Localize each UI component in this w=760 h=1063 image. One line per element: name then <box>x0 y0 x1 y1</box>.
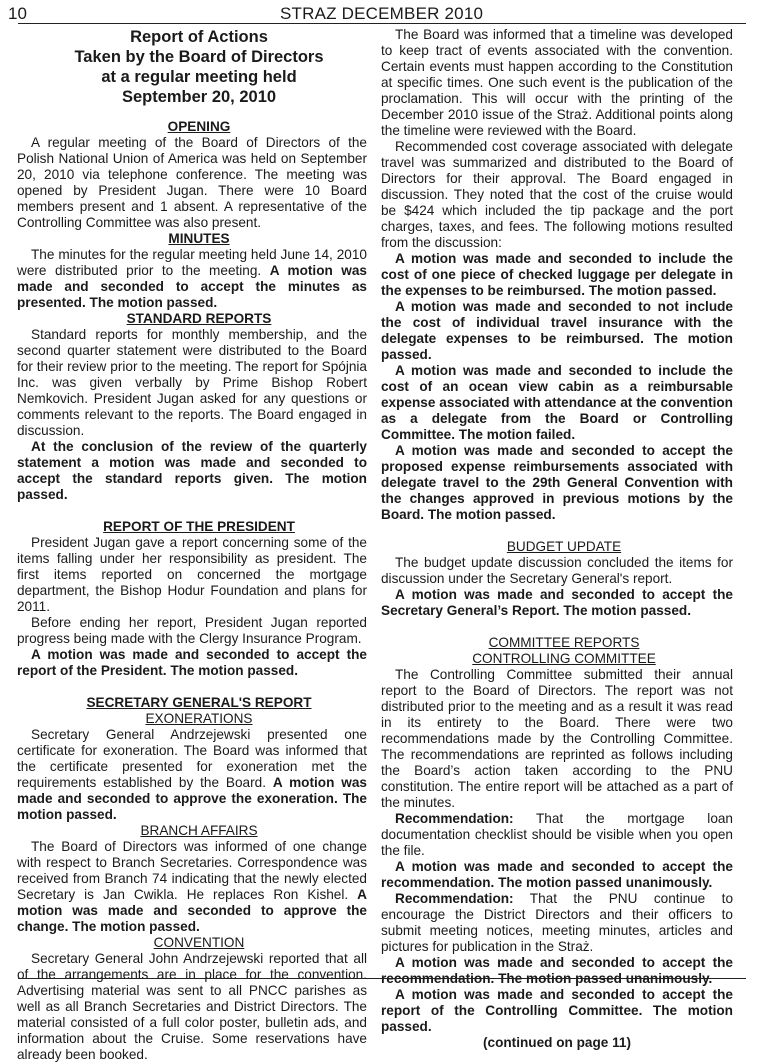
continued-note: (continued on page 11) <box>482 1035 632 1050</box>
minutes-motion: A motion was made and seconded to accept the minutes as presented. The motion passed. <box>17 263 367 310</box>
title-line-2: Taken by the Board of Directors <box>74 48 324 66</box>
recommendation-2 <box>381 891 733 955</box>
bottom-rule <box>18 978 746 979</box>
secretary-general-heading: SECRETARY GENERAL'S REPORT <box>86 695 312 710</box>
left-column <box>17 27 367 1063</box>
standard-reports-paragraph: Standard reports for monthly membership, and the second quarter statement were distributed to the Board for their review prior to the meeting. The report for Spójnia Inc. was given verbally by Prime Bishop Robert Nemkovich. President Jugan asked for any questions or comments relevant to the reports. The Board engaged in discussion. <box>17 327 367 438</box>
branch-affairs-text: The Board of Directors was informed of one change with respect to Branch Secretaries. Correspondence was received from Branch 74 indicating that the newly elected Secretary is Jan Cwikla. He replaces Ron Kishel. <box>17 839 367 902</box>
minutes-heading: MINUTES <box>168 231 230 246</box>
opening-heading: OPENING <box>167 119 231 134</box>
exonerations-paragraph <box>17 727 367 823</box>
expense-motion: A motion was made and seconded to accept the proposed expense reimbursements associated with delegate travel to the 29th General Convention with the changes approved in previous motions by the Board. The motion passed. <box>381 443 733 522</box>
branch-affairs-motion: A motion was made and seconded to approve the change. The motion passed. <box>17 887 367 934</box>
standard-reports-heading: STANDARD REPORTS <box>126 311 272 326</box>
branch-affairs-paragraph <box>17 839 367 935</box>
recommendation-1-motion: A motion was made and seconded to accept the recommendation. The motion passed unanimously. <box>381 859 733 890</box>
recommendation-1 <box>381 811 733 859</box>
minutes-paragraph <box>17 247 367 311</box>
cost-paragraph: Recommended cost coverage associated with delegate travel was summarized and distributed to the Board of Directors for their approval. The Board engaged in discussion. They noted that the cost of the cruise would be $424 which included the tip package and the port charges, taxes, and fees. The following motions resulted from the discussion: <box>381 139 733 250</box>
luggage-motion: A motion was made and seconded to include the cost of one piece of checked luggage per delegate in the expenses to be reimbursed. The motion passed. <box>381 251 733 298</box>
recommendation-2-label: Recommendation: <box>395 891 514 906</box>
recommendation-2-motion: A motion was made and seconded to accept the recommendation. The motion passed unanimously. <box>381 955 733 986</box>
page-number: 10 <box>8 4 27 23</box>
insurance-motion: A motion was made and seconded to not include the cost of individual travel insurance with the delegate expenses to be reimbursed. The motion passed. <box>381 299 733 362</box>
controlling-committee-motion: A motion was made and seconded to accept the report of the Controlling Committee. The motion passed. <box>381 987 733 1034</box>
timeline-paragraph: The Board was informed that a timeline was developed to keep tract of events associated with the convention. Certain events must happen according to the Constitution at specific times. One such event is the publication of the proclamation. This will occur with the printing of the December 2010 issue of the Straż. Additional points along the timeline were reviewed with the Board. <box>381 27 733 138</box>
convention-paragraph: Secretary General John Andrzejewski reported that all of the arrangements are in place for the convention. Advertising material was sent to all PNCC parishes as well as all Branch Secretaries and District Directors. The material consisted of a full color poster, bulletin ads, and information about the Cruise. Some reservations have already been booked. <box>17 951 367 1062</box>
title-line-4: September 20, 2010 <box>121 88 277 106</box>
minutes-text: The minutes for the regular meeting held June 14, 2010 were distributed prior to the meeting. <box>17 247 367 278</box>
top-rule <box>18 23 746 24</box>
exonerations-heading: EXONERATIONS <box>145 711 253 726</box>
right-column <box>381 27 733 1051</box>
article-title <box>17 27 367 107</box>
budget-update-motion: A motion was made and seconded to accept the Secretary General’s Report. The motion passed. <box>381 587 733 618</box>
title-line-3: at a regular meeting held <box>101 68 297 86</box>
budget-update-heading: BUDGET UPDATE <box>506 539 622 554</box>
running-head: STRAZ DECEMBER 2010 <box>280 4 484 23</box>
president-paragraph-2: Before ending her report, President Jugan reported progress being made with the Clergy Insurance Program. <box>17 615 367 646</box>
president-paragraph-1: President Jugan gave a report concerning some of the items falling under her responsibility as president. The first items reported on concerned the mortgage department, the Bishop Hodur Foundation and plans for 2011. <box>17 535 367 614</box>
budget-update-paragraph: The budget update discussion concluded the items for discussion under the Secretary General's report. <box>381 555 733 586</box>
controlling-committee-heading: CONTROLLING COMMITTEE <box>472 651 656 666</box>
exonerations-motion: A motion was made and seconded to approve the exoneration. The motion passed. <box>17 775 367 822</box>
controlling-committee-paragraph: The Controlling Committee submitted their annual report to the Board of Directors. The report was not distributed prior to the meeting and as a result it was read in its entirety to the Board. There were two recommendations made by the Controlling Committee. The recommendations are reprinted as follows including the Board’s action taken according to the PNU constitution. The entire report will be attached as a part of the minutes. <box>381 667 733 810</box>
opening-paragraph: A regular meeting of the Board of Directors of the Polish National Union of America was held on September 20, 2010 via telephone conference. The meeting was opened by President Jugan. There were 10 Board members present and 1 absent. A representative of the Controlling Committee was also present. <box>17 135 367 230</box>
committee-reports-heading: COMMITTEE REPORTS <box>488 635 640 650</box>
president-motion: A motion was made and seconded to accept the report of the President. The motion passed. <box>17 647 367 678</box>
recommendation-2-text: That the PNU continue to encourage the District Directors and their officers to submit meeting notices, meeting minutes, articles and pictures for publication in the Straż. <box>381 891 734 954</box>
exonerations-text: Secretary General Andrzejewski presented one certificate for exoneration. The Board was informed that the certificate presented for exoneration met the requirements established by the Board. <box>17 727 367 790</box>
cabin-motion: A motion was made and seconded to include the cost of an ocean view cabin as a reimbursable expense associated with attendance at the convention as a delegate from the Board or Controlling Committee. The motion failed. <box>381 363 733 442</box>
president-heading: REPORT OF THE PRESIDENT <box>103 519 295 534</box>
standard-reports-motion: At the conclusion of the review of the quarterly statement a motion was made and seconded to accept the standard reports given. The motion passed. <box>17 439 367 502</box>
title-line-1: Report of Actions <box>130 28 268 46</box>
convention-heading: CONVENTION <box>153 935 245 950</box>
branch-affairs-heading: BRANCH AFFAIRS <box>140 823 258 838</box>
recommendation-1-label: Recommendation: <box>395 811 514 826</box>
recommendation-1-text: That the mortgage loan documentation checklist should be visible when you open the file. <box>381 811 733 858</box>
